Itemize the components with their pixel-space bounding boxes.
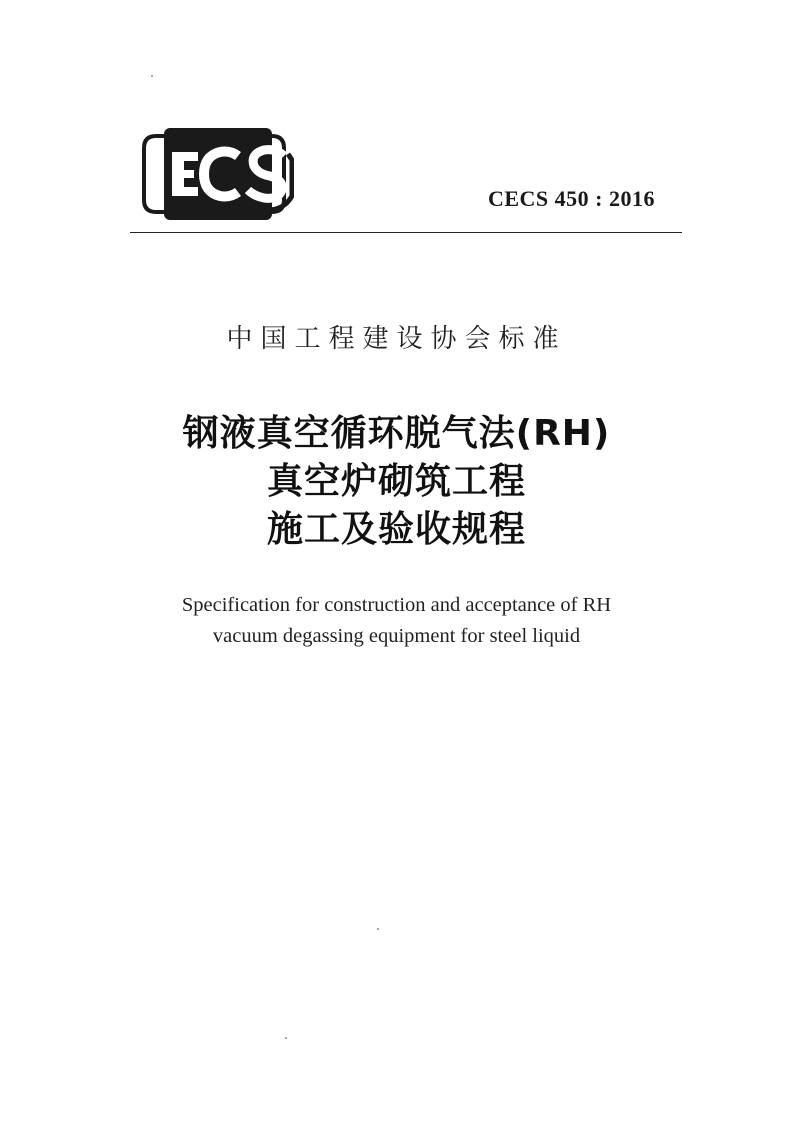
ecs-logo	[134, 126, 294, 222]
standard-code: CECS 450 : 2016	[487, 186, 655, 211]
scan-speck	[151, 75, 153, 77]
english-title	[0, 590, 793, 652]
document-title	[0, 410, 793, 554]
organization-name: 中国工程建设协会标准	[226, 324, 567, 354]
title-line: 钢液真空循环脱气法(RH)	[182, 413, 611, 454]
english-title-line: Specification for construction and acceptance of RH	[181, 594, 612, 616]
scan-speck	[285, 1037, 287, 1039]
title-line: 真空炉砌筑工程	[266, 461, 526, 502]
header-divider	[130, 232, 682, 233]
scan-speck	[377, 928, 379, 930]
english-title-line: vacuum degassing equipment for steel liquid	[212, 625, 581, 647]
title-line: 施工及验收规程	[266, 509, 526, 550]
